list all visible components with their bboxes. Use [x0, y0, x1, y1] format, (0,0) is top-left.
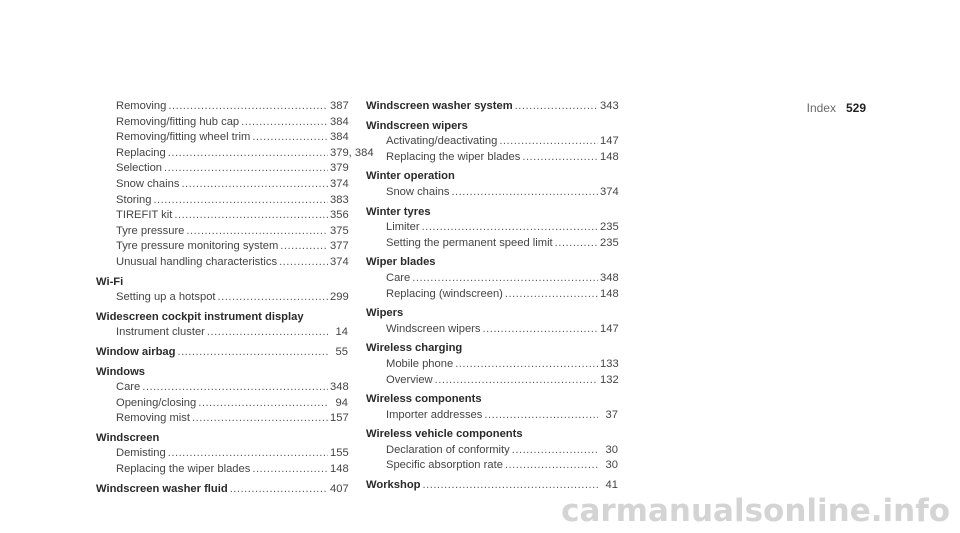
- index-page-ref[interactable]: 14: [335, 326, 348, 339]
- index-page-ref[interactable]: 147: [600, 322, 619, 335]
- leader-dots: [252, 130, 328, 146]
- index-heading: [96, 431, 348, 447]
- index-subentry-text: Windscreen wipers: [386, 322, 481, 335]
- index-subentry-text: Replacing (windscreen): [386, 287, 503, 300]
- index-entry-windscreen-washer-fluid: [96, 482, 348, 498]
- index-entry-wireless-charging: [366, 341, 618, 388]
- index-subentry[interactable]: [366, 271, 618, 287]
- leader-dots: [515, 99, 598, 115]
- index-heading-text: Windows: [96, 365, 145, 378]
- index-subentry-text: Replacing the wiper blades: [116, 463, 251, 476]
- index-entry-windscreen-wipers: [366, 119, 618, 166]
- index-page-ref[interactable]: 383: [330, 193, 349, 206]
- index-subentry[interactable]: [366, 373, 618, 389]
- page-number: 529: [845, 101, 866, 115]
- index-column-left: [96, 99, 374, 501]
- leader-dots: [484, 408, 598, 424]
- index-page-ref[interactable]: 348: [330, 381, 349, 394]
- index-subentry[interactable]: [96, 446, 348, 462]
- index-subentry-text: Demisting: [116, 447, 166, 460]
- index-entry-workshop: [366, 478, 618, 494]
- index-page-ref[interactable]: 235: [600, 221, 619, 234]
- leader-dots: [177, 345, 328, 361]
- leader-dots: [279, 255, 328, 271]
- index-subentry-text: Removing/fitting wheel trim: [116, 131, 251, 144]
- index-page-ref[interactable]: 384: [330, 131, 349, 144]
- index-page-ref[interactable]: 155: [330, 447, 349, 460]
- index-heading: [366, 205, 618, 221]
- index-entry-wiper-blades: [366, 255, 618, 302]
- index-subentry[interactable]: [96, 177, 348, 193]
- index-subentry-text: Instrument cluster: [116, 326, 205, 339]
- index-subentry[interactable]: [366, 150, 618, 166]
- leader-dots: [483, 322, 598, 338]
- index-heading-text: Widescreen cockpit instrument display: [96, 310, 304, 323]
- index-subentry-text: Snow chains: [116, 177, 180, 190]
- index-entry-winter-tyres: [366, 205, 618, 252]
- index-subentry[interactable]: [96, 146, 374, 162]
- index-page-ref[interactable]: 379: [330, 162, 349, 175]
- index-entry-wi-fi: [96, 275, 348, 306]
- index-heading-text: Winter operation: [366, 170, 455, 183]
- index-heading-text: Wireless components: [366, 393, 482, 406]
- index-subentry-text: Tyre pressure: [116, 224, 185, 237]
- index-heading-text: Wipers: [366, 307, 404, 320]
- index-subentry-text: TIREFIT kit: [116, 209, 173, 222]
- index-column-right: [366, 99, 618, 498]
- index-entry-wipers: [366, 306, 618, 337]
- leader-dots: [422, 220, 598, 236]
- leader-dots: [499, 134, 598, 150]
- leader-dots: [181, 177, 328, 193]
- index-page-ref[interactable]: 30: [605, 443, 618, 456]
- index-page-ref[interactable]: 133: [600, 357, 619, 370]
- index-subentry-text: Tyre pressure monitoring system: [116, 240, 279, 253]
- index-subentry-text: Overview: [386, 373, 433, 386]
- index-page-ref[interactable]: 356: [330, 209, 349, 222]
- index-subentry-text: Specific absorption rate: [386, 459, 503, 472]
- index-page-ref[interactable]: 148: [600, 150, 619, 163]
- leader-dots: [455, 357, 598, 373]
- index-subentry[interactable]: [366, 287, 618, 303]
- index-subentry-text: Opening/closing: [116, 396, 197, 409]
- index-subentry-text: Selection: [116, 162, 163, 175]
- leader-dots: [168, 146, 328, 162]
- leader-dots: [505, 458, 598, 474]
- index-entry-continued: [96, 99, 374, 271]
- header-label: Index: [806, 101, 836, 115]
- index-heading: [366, 341, 618, 357]
- index-heading[interactable]: [96, 345, 348, 361]
- index-subentry[interactable]: [366, 408, 618, 424]
- index-heading: [366, 427, 618, 443]
- index-subentry[interactable]: [366, 357, 618, 373]
- index-subentry[interactable]: [366, 443, 618, 459]
- index-page-ref[interactable]: 148: [600, 287, 619, 300]
- index-page-ref[interactable]: 235: [600, 236, 619, 249]
- index-entry-windows: [96, 365, 348, 427]
- leader-dots: [505, 287, 598, 303]
- index-heading: [96, 275, 348, 291]
- index-heading: [96, 365, 348, 381]
- index-page-ref[interactable]: 157: [330, 412, 349, 425]
- leader-dots: [174, 208, 328, 224]
- leader-dots: [153, 193, 328, 209]
- leader-dots: [555, 236, 598, 252]
- index-heading-text: Windscreen: [96, 431, 160, 444]
- index-heading-text: Wi-Fi: [96, 275, 124, 288]
- index-subentry[interactable]: [96, 411, 348, 427]
- leader-dots: [412, 271, 598, 287]
- index-subentry[interactable]: [96, 130, 348, 146]
- index-subentry-text: Limiter: [386, 221, 420, 234]
- index-subentry-text: Storing: [116, 193, 152, 206]
- leader-dots: [435, 373, 598, 389]
- index-subentry[interactable]: [96, 380, 348, 396]
- index-page-ref[interactable]: 375: [330, 224, 349, 237]
- index-page-ref[interactable]: 407: [330, 482, 349, 495]
- index-page-ref[interactable]: 41: [605, 479, 618, 492]
- index-subentry-text: Replacing: [116, 146, 166, 159]
- index-heading: [366, 392, 618, 408]
- index-entry-wireless-components: [366, 392, 618, 423]
- index-subentry-text: Replacing the wiper blades: [386, 150, 521, 163]
- index-subentry[interactable]: [96, 193, 348, 209]
- leader-dots: [252, 462, 328, 478]
- index-subentry[interactable]: [96, 462, 348, 478]
- index-subentry-text: Activating/deactivating: [386, 135, 498, 148]
- index-subentry[interactable]: [96, 290, 348, 306]
- index-subentry-text: Removing/fitting hub cap: [116, 115, 240, 128]
- index-heading-text: Wiper blades: [366, 256, 436, 269]
- index-subentry[interactable]: [96, 115, 348, 131]
- index-page-ref[interactable]: 94: [335, 396, 348, 409]
- index-heading: [366, 169, 618, 185]
- index-entry-window-airbag: [96, 345, 348, 361]
- index-heading[interactable]: [366, 478, 618, 494]
- index-subentry-text: Importer addresses: [386, 408, 483, 421]
- index-heading-text: Windscreen wipers: [366, 119, 468, 132]
- index-page-ref[interactable]: 379, 384: [330, 146, 374, 159]
- index-page-ref[interactable]: 387: [330, 100, 349, 112]
- index-subentry-text: Mobile phone: [386, 357, 454, 370]
- index-page-ref[interactable]: 384: [330, 115, 349, 128]
- index-subentry[interactable]: [96, 161, 348, 177]
- index-page-ref[interactable]: 348: [600, 271, 619, 284]
- leader-dots: [423, 478, 599, 494]
- watermark: carmanualsonline.info: [561, 493, 950, 529]
- index-subentry-text: Care: [386, 271, 411, 284]
- leader-dots: [186, 224, 328, 240]
- leader-dots: [164, 161, 328, 177]
- leader-dots: [207, 325, 328, 341]
- leader-dots: [522, 150, 598, 166]
- index-page-ref[interactable]: 148: [330, 463, 349, 476]
- index-subentry[interactable]: [366, 134, 618, 150]
- index-entry-windscreen: [96, 431, 348, 478]
- index-heading-text: Wireless charging: [366, 342, 463, 355]
- leader-dots: [230, 482, 328, 498]
- index-subentry-text: Unusual handling characteristics: [116, 255, 278, 268]
- index-subentry[interactable]: [366, 322, 618, 338]
- index-page-ref[interactable]: 37: [605, 408, 618, 421]
- index-subentry-text: Care: [116, 381, 141, 394]
- index-subentry[interactable]: [96, 396, 348, 412]
- leader-dots: [280, 239, 328, 255]
- index-page-ref[interactable]: 374: [330, 177, 349, 190]
- leader-dots: [512, 443, 598, 459]
- leader-dots: [168, 446, 328, 462]
- index-subentry-text: Setting the permanent speed limit: [386, 236, 553, 249]
- index-subentry[interactable]: [366, 185, 618, 201]
- index-page-ref[interactable]: 374: [600, 185, 619, 198]
- index-subentry[interactable]: [96, 255, 348, 271]
- leader-dots: [218, 290, 328, 306]
- index-page-ref[interactable]: 147: [600, 135, 619, 148]
- index-heading: [366, 306, 618, 322]
- leader-dots: [192, 411, 328, 427]
- leader-dots: [198, 396, 328, 412]
- leader-dots: [168, 99, 328, 115]
- index-entry-wireless-vehicle-components: [366, 427, 618, 474]
- index-subentry[interactable]: [366, 220, 618, 236]
- index-heading-text: Windscreen washer system: [366, 100, 513, 112]
- index-entry-windscreen-washer-system: [366, 99, 618, 115]
- index-heading-text: Workshop: [366, 479, 421, 492]
- index-page-ref[interactable]: 132: [600, 373, 619, 386]
- leader-dots: [241, 115, 328, 131]
- index-page-ref[interactable]: 374: [330, 255, 349, 268]
- index-subentry[interactable]: [366, 236, 618, 252]
- index-subentry-text: Removing mist: [116, 412, 190, 425]
- index-heading: [366, 119, 618, 135]
- index-heading[interactable]: [96, 482, 348, 498]
- index-heading-text: Windscreen washer fluid: [96, 482, 228, 495]
- index-page-ref[interactable]: 377: [330, 240, 349, 253]
- index-subentry[interactable]: [96, 239, 348, 255]
- index-subentry-text: Snow chains: [386, 185, 450, 198]
- index-subentry-text: Declaration of conformity: [386, 443, 510, 456]
- index-heading[interactable]: [366, 99, 618, 115]
- index-page-ref[interactable]: 55: [335, 345, 348, 358]
- index-subentry-text: Removing: [116, 100, 167, 112]
- index-subentry[interactable]: [96, 208, 348, 224]
- index-subentry[interactable]: [366, 458, 618, 474]
- index-heading-text: Winter tyres: [366, 205, 431, 218]
- index-subentry-text: Setting up a hotspot: [116, 291, 216, 304]
- index-heading: [366, 255, 618, 271]
- index-page-ref[interactable]: 343: [600, 100, 619, 112]
- index-subentry[interactable]: [96, 325, 348, 341]
- index-heading-text: Window airbag: [96, 345, 176, 358]
- index-subentry[interactable]: [96, 99, 348, 115]
- index-page-ref[interactable]: 30: [605, 459, 618, 472]
- leader-dots: [451, 185, 598, 201]
- index-subentry[interactable]: [96, 224, 348, 240]
- index-page-ref[interactable]: 299: [330, 291, 349, 304]
- index-entry-widescreen-cockpit-instrument-display: [96, 310, 348, 341]
- page-header: [807, 101, 866, 115]
- index-entry-winter-operation: [366, 169, 618, 200]
- index-heading: [96, 310, 348, 326]
- index-heading-text: Wireless vehicle components: [366, 428, 523, 441]
- leader-dots: [142, 380, 328, 396]
